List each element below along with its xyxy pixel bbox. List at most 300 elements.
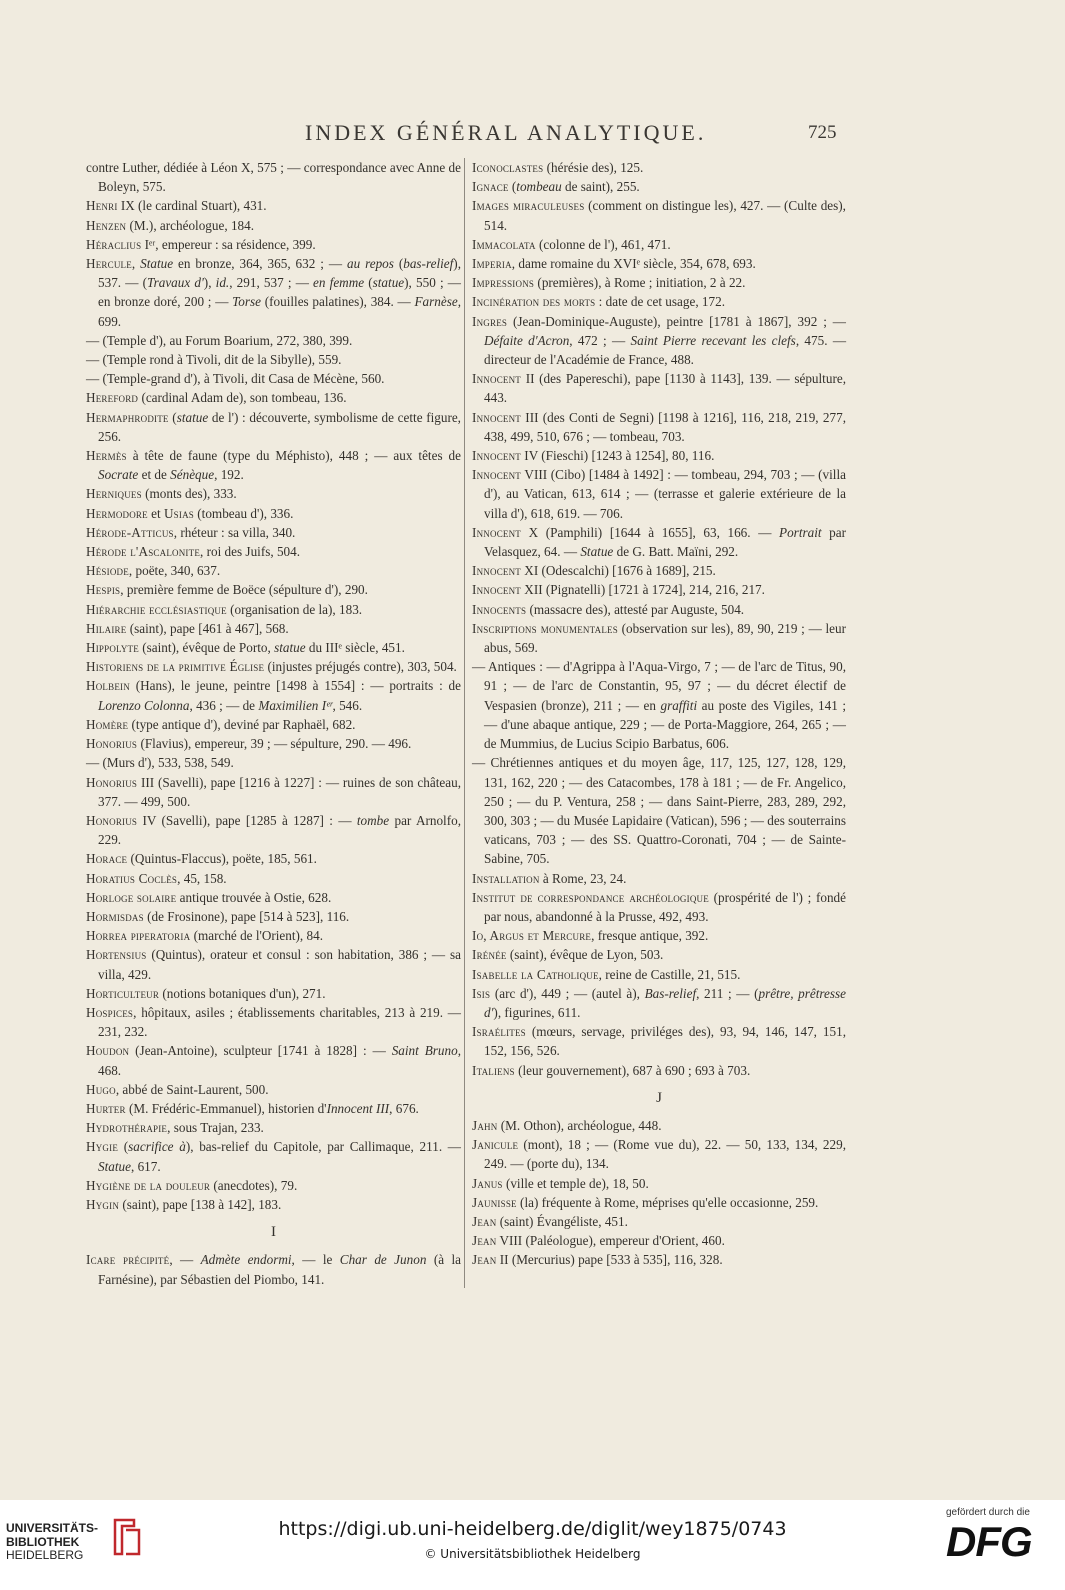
entry-headword: Hortensius <box>86 947 147 963</box>
section-letter: I <box>271 1224 276 1241</box>
index-entry <box>472 1193 846 1212</box>
entry-text: — (Temple d'), au Forum Boarium, 272, 380, 399. <box>86 332 353 348</box>
entry-text: statue <box>176 409 209 425</box>
entry-text: ), figurines, 611. <box>493 1004 581 1020</box>
entry-headword: Hercule <box>86 256 132 272</box>
entry-text: graffiti <box>660 697 698 713</box>
index-entry <box>86 1118 461 1137</box>
entry-text: , abbé de Saint-Laurent, 500. <box>115 1081 269 1097</box>
entry-headword: Hygie <box>86 1139 119 1155</box>
entry-headword: Italiens <box>472 1062 515 1078</box>
entry-text: , reine de Castille, 21, 515. <box>598 966 741 982</box>
entry-text: , 617. <box>130 1158 161 1174</box>
entry-headword: Isabelle la Catholique <box>472 966 599 982</box>
index-entry <box>86 388 461 407</box>
entry-text: (ville et temple de), 18, 50. <box>502 1175 649 1191</box>
entry-headword: Honorius <box>86 774 138 790</box>
entry-headword: Inscriptions monumentales <box>472 620 618 636</box>
index-entry <box>86 1176 461 1195</box>
entry-text: de G. Batt. Maïni, 292. <box>613 544 739 560</box>
index-entry <box>86 984 461 1003</box>
entry-headword: Houdon <box>86 1043 130 1059</box>
entry-text: (organisation de la), 183. <box>226 601 363 617</box>
index-entry <box>86 523 461 542</box>
index-entry <box>86 676 461 714</box>
entry-text: VIII (Paléologue), empereur d'Orient, 460. <box>496 1233 725 1249</box>
entry-headword: Ignace <box>472 179 509 195</box>
entry-text: IX (le cardinal Stuart), 431. <box>117 198 267 214</box>
entry-text: (Jean-Dominique-Auguste), peintre [1781 à 1867], 392 ; — <box>507 313 846 329</box>
entry-text: Char de Junon <box>339 1252 427 1268</box>
entry-headword: Impressions <box>472 275 535 291</box>
entry-headword: Jean <box>472 1233 497 1249</box>
entry-text: IV (Fieschi) [1243 à 1254], 80, 116. <box>521 448 715 464</box>
entry-text: (Quintus-Flaccus), poëte, 185, 561. <box>127 851 317 867</box>
dfg-logo[interactable]: DFG <box>946 1518 1032 1565</box>
index-entry <box>86 542 461 561</box>
entry-text: IV (Savelli), pape [1285 à 1287] : — <box>137 812 357 828</box>
index-entry <box>472 888 846 926</box>
running-title: INDEX GÉNÉRAL ANALYTIQUE. <box>305 120 707 145</box>
entry-text: (tombeau d'), 336. <box>193 505 294 521</box>
entry-headword: Icare précipité <box>86 1252 170 1268</box>
entry-text: (injustes préjugés contre), 303, 504. <box>264 659 457 675</box>
entry-headword: Jahn <box>472 1117 498 1133</box>
entry-headword: Images miraculeuses <box>472 198 585 214</box>
section-letter: J <box>656 1089 662 1106</box>
entry-headword: Hésiode <box>86 563 129 579</box>
index-entry <box>86 1099 461 1118</box>
index-entry <box>472 254 846 273</box>
index-entry <box>86 888 461 907</box>
entry-text: II (des Papereschi), pape [1130 à 1143], 139. — sépulture, 443. <box>484 371 846 406</box>
entry-text: , fresque antique, 392. <box>591 928 709 944</box>
entry-text: (saint), pape [461 à 467], 568. <box>126 620 289 636</box>
entry-text: (monts des), 333. <box>141 486 237 502</box>
index-entry <box>86 196 461 215</box>
entry-text: Lorenzo Colonna <box>98 697 190 713</box>
entry-headword: Iconoclastes <box>472 160 544 175</box>
index-column-left <box>86 158 461 1289</box>
entry-headword: Innocent <box>472 524 521 540</box>
index-entry <box>472 945 846 964</box>
index-entry <box>472 158 846 177</box>
permalink-url[interactable]: https://digi.ub.uni-heidelberg.de/diglit/wey1875/0743 <box>278 1518 787 1540</box>
entry-text: ), <box>203 275 216 291</box>
entry-text: (type antique d'), deviné par Raphaël, 682. <box>128 716 356 732</box>
entry-headword: Herniques <box>86 486 142 502</box>
entry-text: (à la Farnésine), par Sébastien del Piombo, 141. <box>98 1252 462 1287</box>
entry-headword: Innocent <box>472 409 521 425</box>
index-entry <box>86 1003 461 1041</box>
index-entry <box>86 446 461 484</box>
index-entry <box>86 907 461 926</box>
entry-headword: Innocent <box>472 582 521 598</box>
entry-text: tombeau <box>516 179 562 195</box>
entry-text: (de Frosinone), pape [514 à 523], 116. <box>143 908 350 924</box>
entry-text: (observation sur les), 89, 90, 219 ; — leur abus, 569. <box>484 620 846 656</box>
index-entry <box>472 1174 846 1193</box>
entry-headword: Hurter <box>86 1100 126 1116</box>
entry-headword: Hugo <box>86 1081 116 1097</box>
entry-text: XII (Pignatelli) [1721 à 1724], 214, 216, 217. <box>521 582 765 598</box>
entry-headword: Hérode l'Ascalonite <box>86 544 201 560</box>
entry-text: au poste des Vigiles, 141 ; — d'une abaque antique, 229 ; — de Porta-Maggiore, 264, 265 ; — de Mummius, de Lucius Scipio Barbatus, 606. <box>484 697 846 752</box>
entry-headword: Innocents <box>472 601 527 617</box>
index-entry <box>86 926 461 945</box>
entry-text: (Quintus), orateur et consul : son habitation, 386 ; — sa villa, 429. <box>98 947 461 982</box>
entry-headword: Horatius Coclès <box>86 870 178 886</box>
entry-text: , 676. <box>389 1100 419 1116</box>
entry-headword: Homère <box>86 716 129 732</box>
entry-text: (saint) Évangéliste, 451. <box>496 1213 628 1229</box>
index-entry <box>472 1250 846 1269</box>
entry-headword: Horticulteur <box>86 985 160 1001</box>
entry-headword: Horace <box>86 851 128 867</box>
entry-text: Torse <box>232 294 261 310</box>
entry-text: VIII (Cibo) [1484 à 1492] : — tombeau, 294, 703 ; — (villa d'), au Vatican, 613, 614 ; — (terrasse et galerie extérieure de la villa d'), 618, 619. — 706. <box>484 467 846 521</box>
index-entry <box>86 484 461 503</box>
entry-text: , — <box>169 1252 201 1268</box>
entry-headword: Hérode-Atticus <box>86 524 174 540</box>
entry-text: , poëte, 340, 637. <box>128 563 221 579</box>
index-entry <box>86 773 461 811</box>
entry-text: id. <box>215 275 230 291</box>
entry-text: , — le <box>291 1252 340 1268</box>
index-entry <box>472 446 846 465</box>
entry-headword: Hygiène de la douleur <box>86 1177 211 1193</box>
entry-text: (saint), pape [138 à 142], 183. <box>119 1196 282 1212</box>
entry-text: , dame romaine du XVIᵉ siècle, 354, 678, 693. <box>511 256 756 272</box>
entry-headword: Hereford <box>86 390 139 406</box>
entry-headword: Hippolyte <box>86 640 139 656</box>
entry-headword: Hilaire <box>86 620 127 636</box>
entry-text: et <box>147 505 164 521</box>
entry-text: ( <box>364 275 373 291</box>
index-entry <box>86 216 461 235</box>
index-entry <box>472 926 846 945</box>
index-entry <box>86 600 461 619</box>
index-entry <box>472 657 846 753</box>
entry-text: III (Savelli), pape [1216 à 1227] : — ruines de son château, 377. — 499, 500. <box>98 774 461 809</box>
entry-headword: Janus <box>472 1175 503 1191</box>
entry-headword: Hormisdas <box>86 908 144 924</box>
entry-text: (la) fréquente à Rome, méprises qu'elle occasionne, 259. <box>516 1194 819 1210</box>
entry-text: Statue <box>98 1158 131 1174</box>
entry-headword: Imperia <box>472 256 512 272</box>
entry-text: Innocent III <box>326 1100 390 1116</box>
entry-text: (comment on distingue les), 427. — (Culte des), 514. <box>484 198 846 233</box>
entry-text: , 699. <box>98 294 461 329</box>
entry-headword: Hydrothérapie <box>86 1120 168 1136</box>
entry-headword: Io, Argus et Mercure <box>472 928 592 944</box>
entry-text: bas-relief <box>403 256 454 272</box>
index-entry <box>472 600 846 619</box>
index-entry <box>86 619 461 638</box>
entry-text: — (Temple rond à Tivoli, dit de la Sibylle), 559. <box>86 352 342 368</box>
page-header <box>0 120 1065 152</box>
entry-text: tombe <box>356 812 390 828</box>
entry-headword: Janicule <box>472 1137 519 1153</box>
entry-text: , 45, 158. <box>177 870 227 886</box>
index-entry <box>472 1061 846 1080</box>
entry-text: , 291, 537 ; — <box>229 275 314 291</box>
index-entry <box>472 465 846 523</box>
index-entry <box>472 273 846 292</box>
entry-text: (colonne de l'), 461, 471. <box>535 236 671 252</box>
entry-text: (massacre des), attesté par Auguste, 504. <box>526 601 745 617</box>
index-entry <box>86 811 461 849</box>
index-entry <box>86 657 461 676</box>
entry-text: sacrifice à <box>128 1139 186 1155</box>
entry-text: à Rome, 23, 24. <box>539 870 627 886</box>
index-entry <box>472 312 846 370</box>
entry-text: (mont), 18 ; — (Rome vue du), 22. — 50, 133, 134, 229, 249. — (porte du), 134. <box>484 1137 846 1172</box>
index-entry <box>472 1135 846 1173</box>
entry-headword: Hygin <box>86 1196 120 1212</box>
entry-text: Saint Bruno <box>391 1043 458 1059</box>
index-entry <box>472 619 846 657</box>
entry-text: Sénèque <box>170 467 215 483</box>
entry-headword: Ingres <box>472 313 508 329</box>
entry-text: (cardinal Adam de), son tombeau, 136. <box>138 390 347 406</box>
index-entry <box>472 177 846 196</box>
entry-headword: Jean <box>472 1213 497 1229</box>
entry-text: XI (Odescalchi) [1676 à 1689], 215. <box>521 563 716 579</box>
index-entry <box>86 638 461 657</box>
entry-text: Socrate <box>98 467 139 483</box>
funder-caption: gefördert durch die <box>946 1507 1030 1518</box>
entry-text: (saint), évêque de Porto, <box>138 640 275 656</box>
entry-text: en femme <box>313 275 365 291</box>
entry-text: III (des Conti de Segni) [1198 à 1216], 116, 218, 219, 277, 438, 499, 510, 676 ; — tombeau, 703. <box>484 409 846 444</box>
index-entry <box>472 196 846 234</box>
entry-text: Bas-relief <box>644 985 697 1001</box>
entry-text: (leur gouvernement), 687 à 690 ; 693 à 703. <box>514 1062 751 1078</box>
index-entry <box>86 1137 461 1175</box>
entry-text: ), 550 ; — en bronze doré, 200 ; — <box>98 275 461 310</box>
entry-text: Statue <box>140 256 174 272</box>
entry-text: (premières), à Rome ; initiation, 2 à 22. <box>534 275 746 291</box>
index-entry <box>472 580 846 599</box>
entry-text: , <box>131 256 141 272</box>
index-entry <box>86 350 461 369</box>
index-entry <box>472 869 846 888</box>
entry-headword: Honorius <box>86 736 138 752</box>
entry-text: (marché de l'Orient), 84. <box>190 928 324 944</box>
entry-text: prêtre, prêtresse d' <box>484 985 846 1020</box>
index-entry <box>86 158 461 196</box>
entry-headword: Henri <box>86 198 118 214</box>
entry-headword: Isis <box>472 985 491 1001</box>
index-entry <box>472 1212 846 1231</box>
index-entry <box>86 235 461 254</box>
index-entry <box>86 1080 461 1099</box>
entry-headword: Innocent <box>472 371 521 387</box>
entry-text: , 475. — directeur de l'Académie de France, 488. <box>484 332 847 368</box>
entry-text: (anecdotes), 79. <box>210 1177 298 1193</box>
index-entry <box>472 965 846 984</box>
entry-text: Portrait <box>779 524 822 540</box>
entry-text: , roi des Juifs, 504. <box>200 544 301 560</box>
entry-headword: Hospices <box>86 1004 134 1020</box>
index-entry <box>86 254 461 331</box>
entry-text: du IIIᵉ siècle, 451. <box>305 640 405 656</box>
entry-headword: Usias <box>163 505 194 521</box>
index-entry <box>472 1022 846 1060</box>
entry-headword: Hermodore <box>86 505 148 521</box>
entry-text: en bronze, 364, 365, 632 ; — <box>173 256 347 272</box>
entry-text: Travaux d' <box>146 275 204 291</box>
entry-headword: Jean <box>472 1252 497 1268</box>
entry-headword: Henzen <box>86 217 127 233</box>
entry-headword: Hespis <box>86 582 121 598</box>
entry-headword: Horrea piperatoria <box>86 928 191 944</box>
index-entry <box>86 331 461 350</box>
entry-headword: Immacolata <box>472 236 536 252</box>
index-entry <box>86 849 461 868</box>
index-entry <box>86 1250 461 1288</box>
index-entry <box>86 869 461 888</box>
entry-text: (prospérité de l') ; fondé par nous, abandonné à la Prusse, 492, 493. <box>484 889 846 924</box>
entry-text: , 546. <box>332 697 363 713</box>
entry-text: antique trouvée à Ostie, 628. <box>176 889 332 905</box>
entry-headword: Historiens de la primitive Église <box>86 659 265 675</box>
entry-text: contre Luther, dédiée à Léon X, 575 ; — correspondance avec Anne de Boleyn, 575. <box>86 160 461 195</box>
index-entry <box>86 561 461 580</box>
entry-text: (M. Frédéric-Emmanuel), historien d' <box>125 1100 327 1116</box>
entry-headword: Innocent <box>472 563 521 579</box>
index-entry <box>86 369 461 388</box>
entry-text: par Arnolfo, 229. <box>98 812 461 848</box>
entry-text: Farnèse <box>414 294 458 310</box>
entry-headword: Institut de correspondance archéologique <box>472 889 709 905</box>
entry-text: — Antiques : — d'Agrippa à l'Aqua-Virgo, 7 ; — de l'arc de Titus, 90, 91 ; — de l'arc de Constantin, 95, 97 ; — du décret électif de Vespasien (bronze), 211 ; — en <box>472 659 846 713</box>
entry-text: et de <box>138 467 171 483</box>
entry-text: de saint), 255. <box>561 179 640 195</box>
entry-text: (M.), archéologue, 184. <box>126 217 255 233</box>
index-entry <box>86 753 461 772</box>
index-entry <box>86 715 461 734</box>
entry-text: , première femme de Boëce (sépulture d'), 290. <box>120 582 368 598</box>
entry-headword: Innocent <box>472 467 521 483</box>
index-entry <box>86 1195 461 1214</box>
viewer-footer <box>0 1500 1065 1590</box>
index-entry <box>472 753 846 868</box>
entry-text: , sous Trajan, 233. <box>167 1120 264 1136</box>
entry-text: X (Pamphili) [1644 à 1655], 63, 166. — <box>521 524 780 540</box>
index-column-right <box>472 158 846 1270</box>
entry-text: (Flavius), empereur, 39 ; — sépulture, 290. — 496. <box>137 736 412 752</box>
entry-text: (M. Othon), archéologue, 448. <box>497 1117 662 1133</box>
entry-text: (fouilles palatines), 384. — <box>260 294 415 310</box>
entry-text: — Chrétiennes antiques et du moyen âge, 117, 125, 127, 128, 129, 131, 162, 220 ; — des Catacombes, 178 à 181 ; — de Fr. Angelico, 250 ; — du P. Ventura, 258 ; — dans Saint-Pierre, 283, 289, 292, 300, 303 ; — du Musée Lapidaire (Vatican), 596 ; — des souterrains vaticans, 703 ; — des SS. Quattro-Coronati, 704 ; — de Sainte-Sabine, 705. <box>472 755 846 867</box>
entry-headword: Honorius <box>86 812 138 828</box>
entry-text: — (Temple-grand d'), à Tivoli, dit Casa de Mécène, 560. <box>86 371 385 387</box>
entry-headword: Hermaphrodite <box>86 409 169 425</box>
entry-headword: Holbein <box>86 678 130 694</box>
index-entry <box>472 523 846 561</box>
entry-text: , 472 ; — <box>569 332 631 348</box>
entry-text: , 436 ; — de <box>189 697 259 713</box>
entry-text: Saint Pierre recevant les clefs <box>630 332 796 348</box>
entry-text: de l') : découverte, symbolisme de cette figure, 256. <box>98 409 461 444</box>
entry-headword: Incinération des morts <box>472 294 596 310</box>
entry-text: au repos <box>346 256 394 272</box>
index-entry <box>472 408 846 446</box>
entry-text: (mœurs, servage, priviléges des), 93, 94, 146, 147, 151, 152, 156, 526. <box>484 1024 846 1059</box>
index-entry <box>472 561 846 580</box>
index-entry <box>472 369 846 407</box>
entry-text: , 192. <box>214 467 244 483</box>
page-number: 725 <box>808 122 837 143</box>
index-entry <box>472 1231 846 1250</box>
index-entry <box>86 408 461 446</box>
entry-text: (notions botaniques d'un), 271. <box>159 985 326 1001</box>
entry-headword: Hermès <box>86 448 127 464</box>
entry-text: , hôpitaux, asiles ; établissements charitables, 213 à 219. — 231, 232. <box>98 1004 461 1040</box>
entry-headword: Irénée <box>472 947 507 963</box>
library-name: UNIVERSITÄTS- BIBLIOTHEK HEIDELBERG <box>6 1521 99 1562</box>
entry-text: Défaite d'Acron <box>484 332 570 348</box>
entry-text: (arc d'), 449 ; — (autel à), <box>490 985 645 1001</box>
index-entry <box>86 580 461 599</box>
entry-text: ( <box>508 179 517 195</box>
index-entry <box>86 734 461 753</box>
entry-text: (Hans), le jeune, peintre [1498 à 1554] : — portraits : de <box>129 678 461 694</box>
entry-text: statue <box>274 640 306 656</box>
entry-headword: Israélites <box>472 1024 526 1040</box>
entry-headword: Innocent <box>472 448 521 464</box>
entry-text: Maximilien Iᵉʳ <box>258 697 333 713</box>
index-entry <box>86 1041 461 1079</box>
entry-text: Statue <box>580 544 614 560</box>
entry-text: ( <box>393 256 404 272</box>
entry-text: , 468. <box>98 1043 461 1078</box>
column-divider <box>464 158 465 1288</box>
entry-text: (hérésie des), 125. <box>543 160 644 175</box>
entry-text: ( <box>168 409 177 425</box>
entry-text: — (Murs d'), 533, 538, 549. <box>86 755 234 771</box>
entry-headword: Jaunisse <box>472 1194 517 1210</box>
entry-text: II (Mercurius) pape [533 à 535], 116, 328. <box>496 1252 723 1268</box>
entry-headword: Héraclius <box>86 236 142 252</box>
index-entry <box>86 504 461 523</box>
entry-text: ( <box>118 1139 129 1155</box>
entry-text: ), bas-relief du Capitole, par Callimaque, 211. — <box>185 1139 461 1155</box>
entry-text: Admète endormi <box>200 1252 292 1268</box>
index-entry <box>86 945 461 983</box>
entry-text: , 211 ; — ( <box>696 985 759 1001</box>
entry-text: statue <box>372 275 405 291</box>
index-entry <box>472 1116 846 1135</box>
entry-headword: Hiérarchie ecclésiastique <box>86 601 227 617</box>
entry-text: Iᵉʳ, empereur : sa résidence, 399. <box>141 236 316 252</box>
entry-text: à tête de faune (type du Méphisto), 448 ; — aux têtes de <box>126 448 461 464</box>
entry-text: , rhéteur : sa villa, 340. <box>173 524 296 540</box>
entry-text: par Velasquez, 64. — <box>484 524 846 560</box>
copyright-notice: © Universitätsbibliothek Heidelberg <box>424 1547 641 1561</box>
index-entry <box>472 984 846 1022</box>
entry-headword: Horloge solaire <box>86 889 177 905</box>
index-entry <box>472 235 846 254</box>
entry-text: (Jean-Antoine), sculpteur [1741 à 1828] : — <box>129 1043 392 1059</box>
entry-text: (saint), évêque de Lyon, 503. <box>506 947 664 963</box>
index-entry <box>472 292 846 311</box>
entry-text: ), 537. — ( <box>98 256 461 291</box>
entry-headword: Installation <box>472 870 540 886</box>
entry-text: : date de cet usage, 172. <box>595 294 725 310</box>
